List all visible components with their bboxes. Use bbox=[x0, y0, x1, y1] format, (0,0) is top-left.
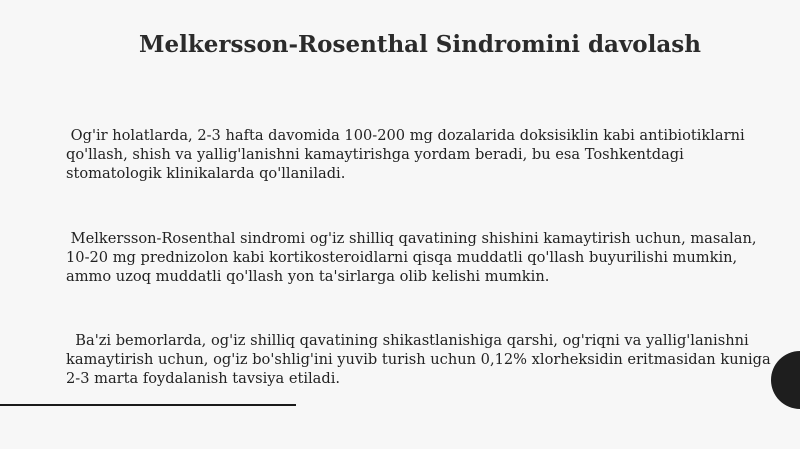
paragraph-antibiotics: Og'ir holatlarda, 2-3 hafta davomida 100-200 mg dozalarida doksisiklin kabi antibiotiklarni qo'llash, shish va yallig'lanishni kamaytirishga yordam beradi, bu esa Toshkentdagi stomatologik klinikalarda qo'llaniladi. bbox=[66, 127, 750, 182]
slide-title: Melkersson-Rosenthal Sindromini davolash bbox=[139, 31, 701, 58]
paragraph-chlorhexidine: Ba'zi bemorlarda, og'iz shilliq qavatining shikastlanishiga qarshi, og'riqni va yallig'lanishni kamaytirish uchun, og'iz bo'shlig'ini yuvib turish uchun 0,12% xlorheksidin eritmasidan kuniga 2-3 marta foydalanish tavsiya etiladi. bbox=[66, 332, 776, 387]
paragraph-corticosteroids: Melkersson-Rosenthal sindromi og'iz shilliq qavatining shishini kamaytirish uchun, masalan, 10-20 mg prednizolon kabi kortikosteroidlarni qisqa muddatli qo'llash buyurilishi mumkin, ammo uzoq muddatli qo'llash yon ta'sirlarga olib kelishi mumkin. bbox=[66, 230, 762, 285]
bottom-divider-line bbox=[0, 404, 296, 406]
